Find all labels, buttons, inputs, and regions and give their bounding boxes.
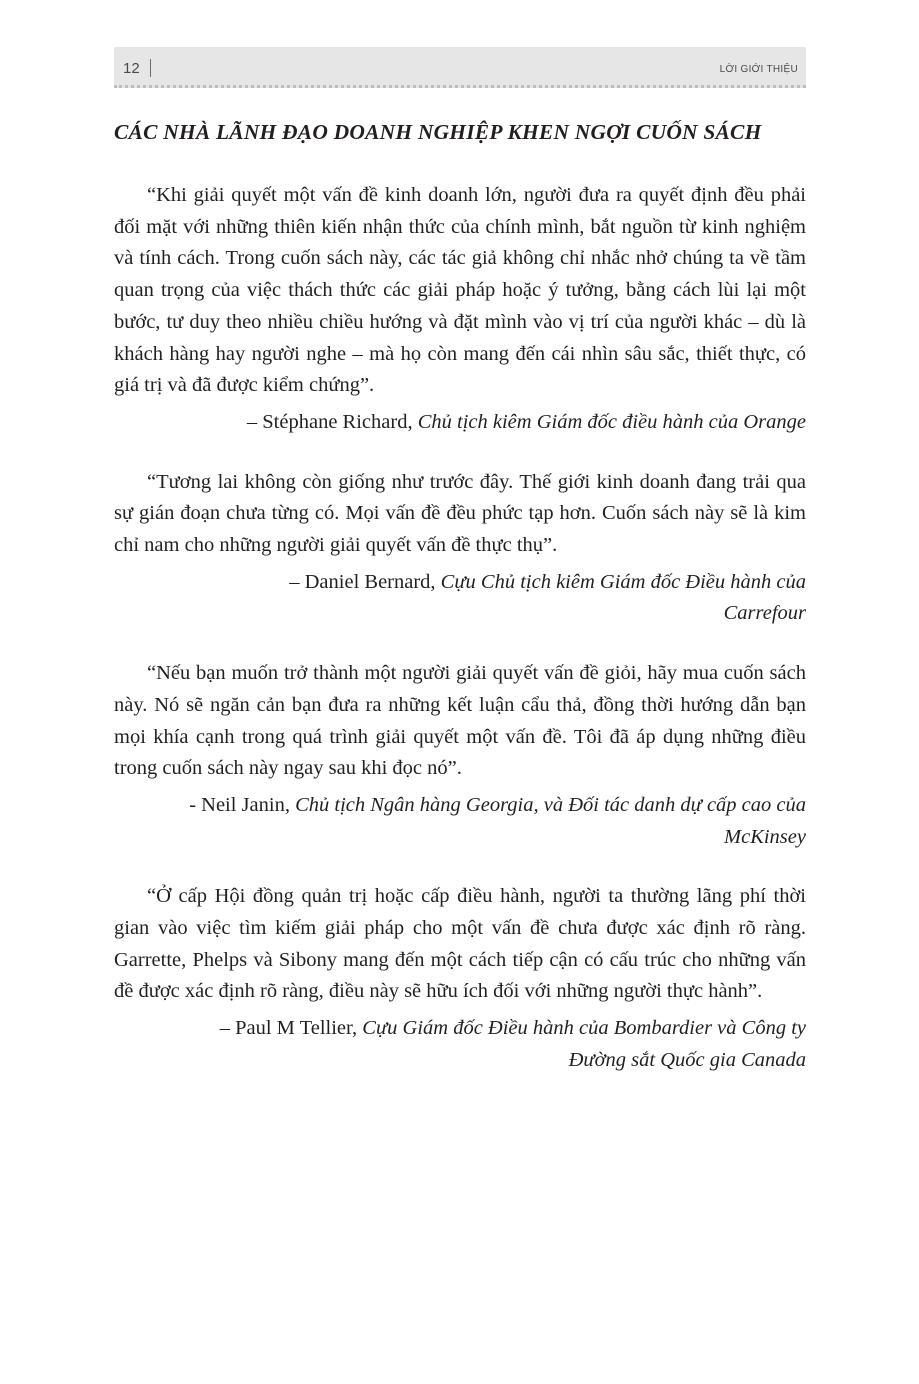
testimonial-quote: “Nếu bạn muốn trở thành một người giải quyết vấn đề giỏi, hãy mua cuốn sách này. Nó sẽ ngăn cản bạn đưa ra những kết luận cẩu thả, đồng thời hướng dẫn bạn mọi khía cạnh trong quá trình giải quyết một vấn đề. Tôi đã áp dụng những điều trong cuốn sách này ngay sau khi đọc nó”. [114,662,806,780]
attribution-author: – Stéphane Richard, [246,410,418,433]
attribution-role: Chủ tịch Ngân hàng Georgia, và Đối tác danh dự cấp cao của McKinsey [295,793,806,848]
testimonial-attribution [114,407,806,439]
testimonial-quote: “Tương lai không còn giống như trước đây. Thế giới kinh doanh đang trải qua sự gián đoạn chưa từng có. Mọi vấn đề đều phức tạp hơn. Cuốn sách này sẽ là kim chỉ nam cho những người giải quyết vấn đề thực thụ”. [114,470,806,557]
testimonial-attribution [114,1013,806,1076]
header-divider [150,59,151,77]
running-header [114,47,806,88]
page-title: CÁC NHÀ LÃNH ĐẠO DOANH NGHIỆP KHEN NGỢI CUỐN SÁCH [114,120,762,144]
testimonial-attribution [114,567,806,630]
attribution-role: Cựu Chủ tịch kiêm Giám đốc Điều hành của Carrefour [440,570,806,625]
testimonial-quote: “Ở cấp Hội đồng quản trị hoặc cấp điều hành, người ta thường lãng phí thời gian vào việc tìm kiếm giải pháp cho một vấn đề chưa được xác định rõ ràng. Garrette, Phelps và Sibony mang đến một cách tiếp cận có cấu trúc cho những vấn đề được xác định rõ ràng, điều này sẽ hữu ích đối với những người thực hành”. [114,885,806,1003]
page-number: 12 [123,60,140,77]
attribution-role: Chủ tịch kiêm Giám đốc điều hành của Orange [417,410,806,433]
section-label: LỜI GIỚI THIỆU [719,64,798,75]
testimonials [114,180,806,1077]
attribution-author: – Paul M Tellier, [219,1017,363,1040]
attribution-author: - Neil Janin, [189,793,296,816]
attribution-role: Cựu Giám đốc Điều hành của Bombardier và Công ty Đường sắt Quốc gia Canada [362,1017,806,1071]
testimonial-attribution [114,790,806,853]
attribution-author: – Daniel Bernard, [289,570,441,593]
testimonial-quote: “Khi giải quyết một vấn đề kinh doanh lớn, người đưa ra quyết định đều phải đối mặt với những thiên kiến nhận thức của chính mình, bắt nguồn từ kinh nghiệm và tính cách. Trong cuốn sách này, các tác giả không chỉ nhắc nhở chúng ta về tầm quan trọng của việc thách thức các giải pháp hoặc ý tưởng, bằng cách lùi lại một bước, tư duy theo nhiều chiều hướng và đặt mình vào vị trí của người khác – dù là khách hàng hay người nghe – mà họ còn mang đến cái nhìn sâu sắc, thiết thực, có giá trị và đã được kiểm chứng”. [114,184,806,397]
